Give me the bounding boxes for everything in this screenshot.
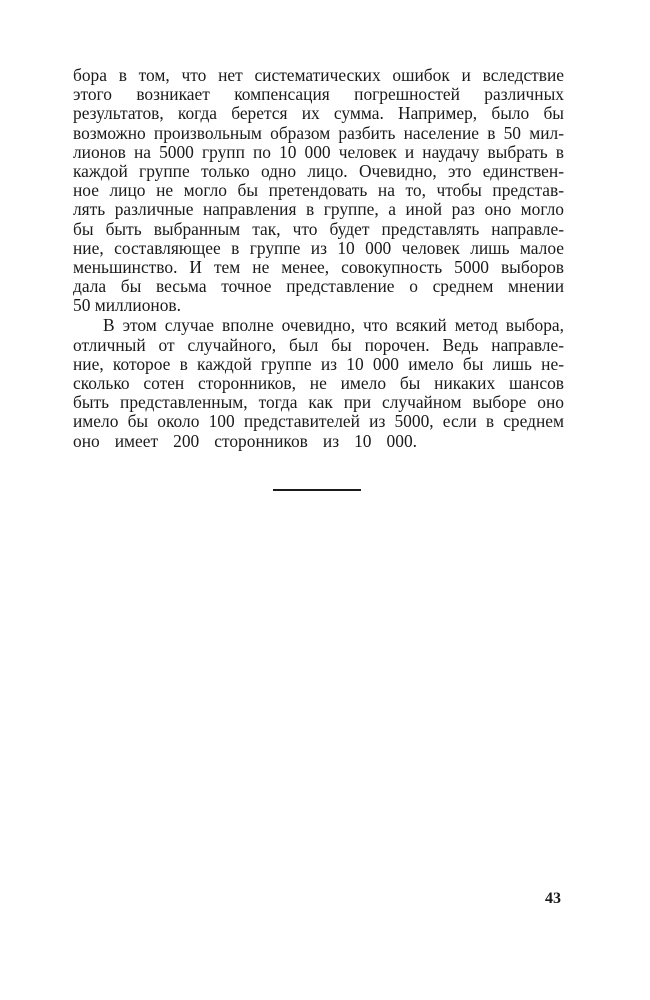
text-line: лять различные направления в группе, а иной раз оно могло	[73, 199, 564, 220]
text-line: возможно произвольным образом разбить население в 50 мил-	[73, 122, 564, 143]
text-line: каждой группе только одно лицо. Очевидно, это единствен-	[73, 160, 564, 181]
text-line: отличный от случайного, был бы порочен. Ведь направле-	[73, 334, 564, 355]
text-line: дала бы весьма точное представление о среднем мнении	[73, 276, 564, 297]
section-divider	[273, 489, 361, 491]
text-line: ние, составляющее в группе из 10 000 человек лишь малое	[73, 237, 564, 258]
text-line: ное лицо не могло бы претендовать на то, чтобы представ-	[73, 180, 564, 201]
text-line: быть представленным, тогда как при случайном выборе оно	[73, 392, 564, 413]
text-line: 50 миллионов.	[73, 295, 181, 316]
text-line: меньшинство. И тем не менее, совокупность 5000 выборов	[73, 256, 564, 277]
text-line: бора в том, что нет систематических ошибок и вследствие	[73, 65, 564, 85]
body-text	[73, 66, 564, 451]
text-line: ние, которое в каждой группе из 10 000 имело бы лишь не-	[73, 353, 564, 374]
text-line: сколько сотен сторонников, не имело бы никаких шансов	[73, 373, 564, 393]
text-line: этого возникает компенсация погрешностей различных	[73, 84, 564, 105]
paragraph-1	[73, 66, 564, 315]
text-line: лионов на 5000 групп по 10 000 человек и наудачу выбрать в	[73, 141, 564, 162]
text-line: В этом случае вполне очевидно, что всякий метод выбора,	[103, 315, 564, 336]
text-line: результатов, когда берется их сумма. Например, было бы	[73, 103, 564, 124]
text-line: оно имеет 200 сторонников из 10 000.	[73, 430, 417, 451]
paragraph-2	[73, 316, 564, 450]
text-line: имело бы около 100 представителей из 5000, если в среднем	[73, 411, 564, 432]
text-line: бы быть выбранным так, что будет представлять направле-	[73, 218, 564, 239]
page-number: 43	[545, 890, 561, 907]
